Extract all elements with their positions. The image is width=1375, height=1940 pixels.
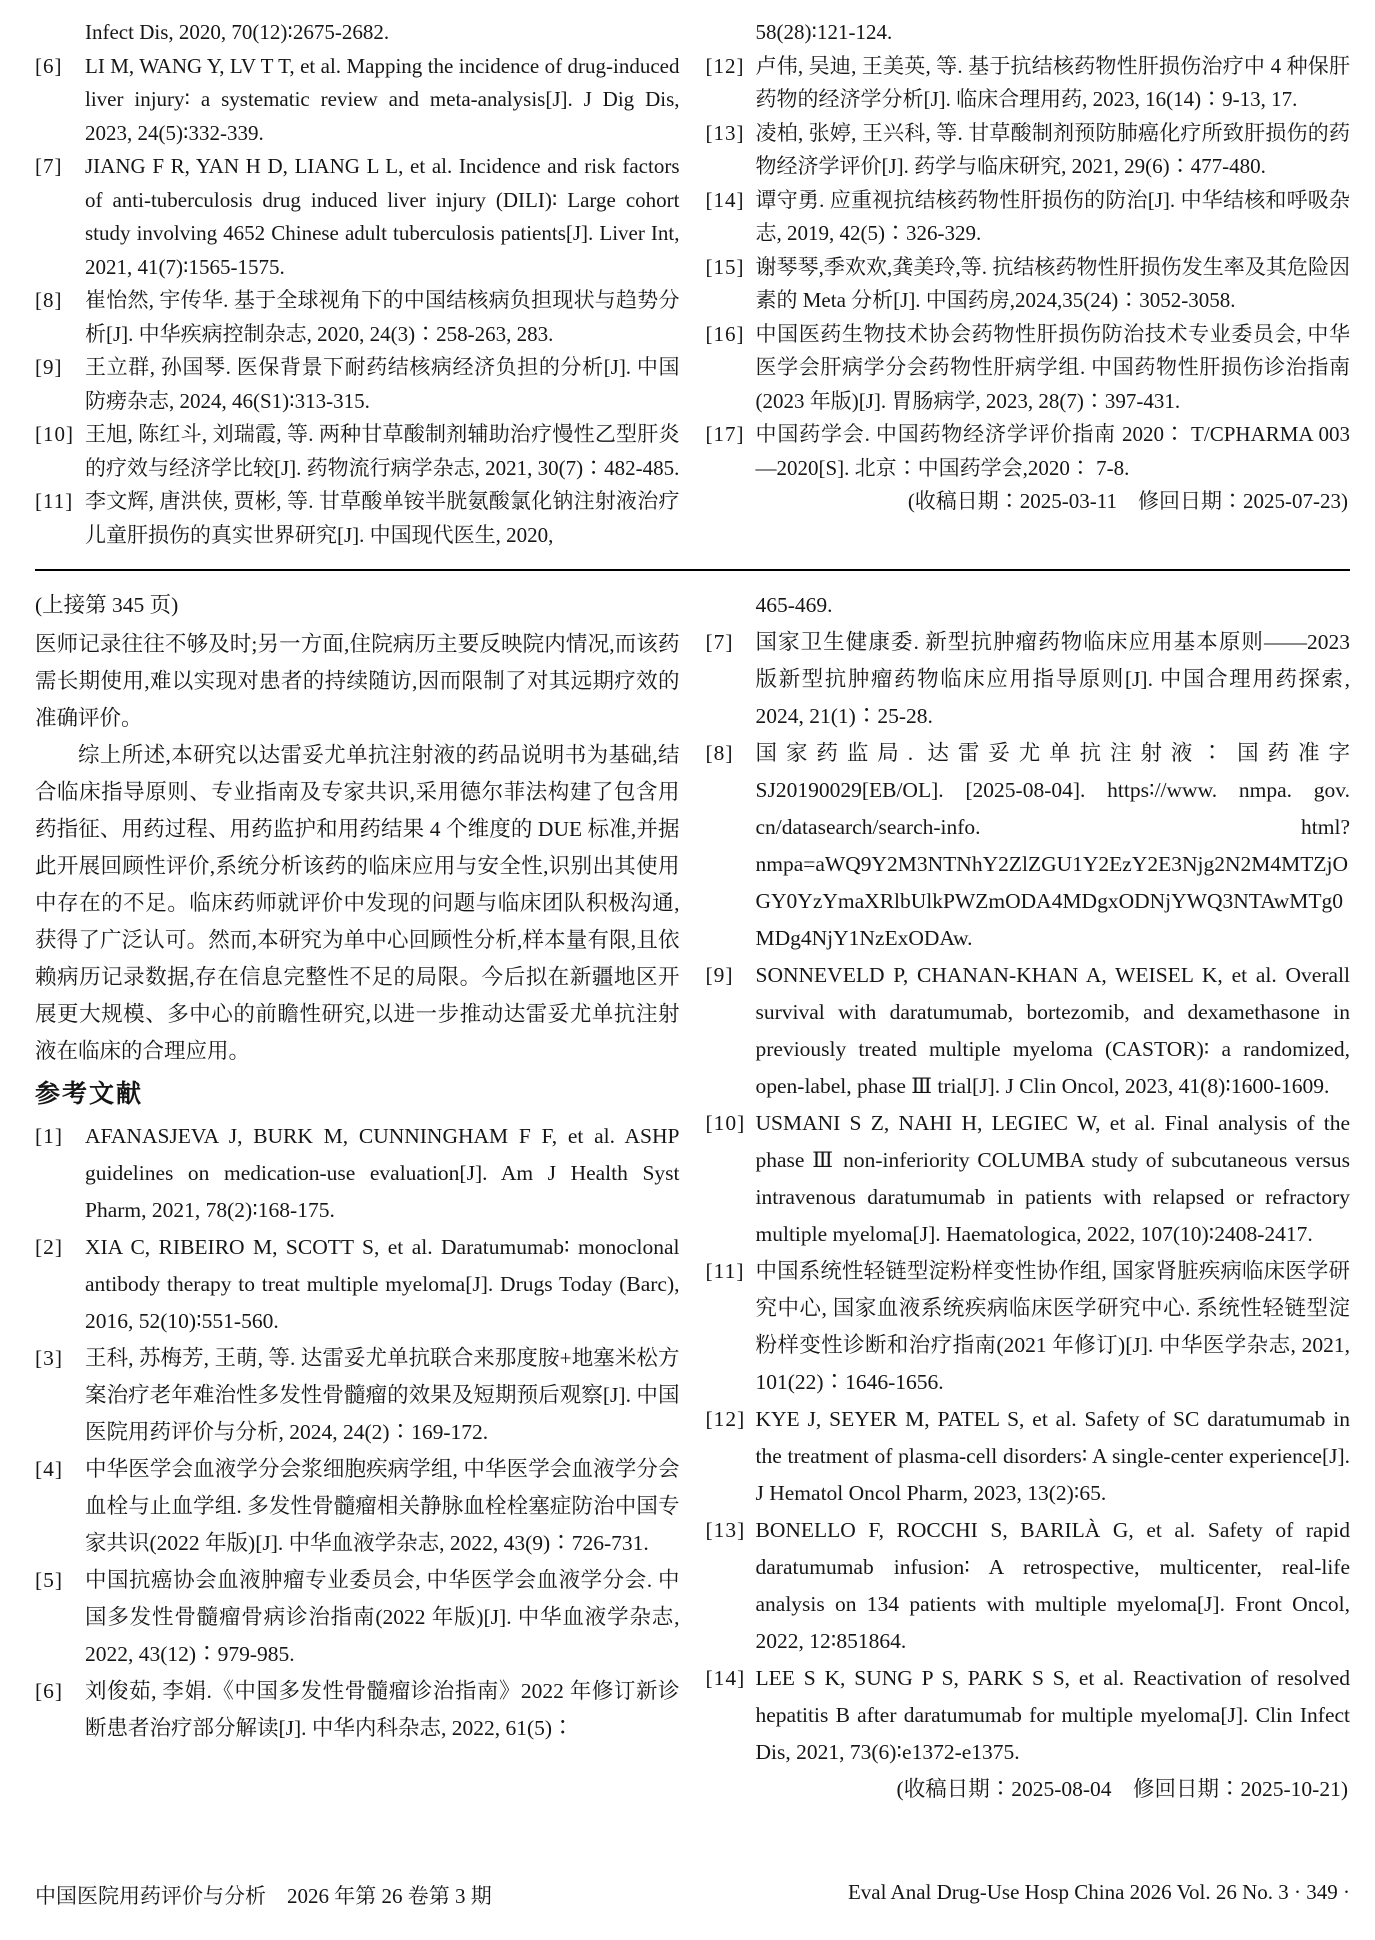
reference-entry — [706, 624, 1351, 735]
reference-entry — [706, 1401, 1351, 1512]
reference-list-top-left — [35, 16, 680, 552]
reference-text: LEE S K, SUNG P S, PARK S S, et al. Reactivation of resolved hepatitis B after daratumumab for multiple myeloma[J]. Clin Infect Dis, 2021, 73(6)∶e1372-e1375. — [755, 1666, 1350, 1764]
reference-text: 国家卫生健康委. 新型抗肿瘤药物临床应用基本原则——2023 版新型抗肿瘤药物临床应用指导原则[J]. 中国合理用药探索, 2024, 21(1)∶25-28. — [755, 630, 1350, 728]
reference-text: 王科, 苏梅芳, 王萌, 等. 达雷妥尤单抗联合来那度胺+地塞米松方案治疗老年难治性多发性骨髓瘤的效果及短期预后观察[J]. 中国医院用药评价与分析, 2024, 24(2)∶169-172. — [85, 1346, 680, 1444]
received-revised-dates: (收稿日期∶2025-03-11 修回日期∶2025-07-23) — [907, 489, 1348, 513]
reference-entry — [35, 1673, 680, 1747]
reference-number: [10] — [35, 422, 74, 446]
reference-text: 崔怡然, 宇传华. 基于全球视角下的中国结核病负担现状与趋势分析[J]. 中华疾病控制杂志, 2020, 24(3)∶258-263, 283. — [85, 288, 680, 346]
body-paragraph: 医师记录往往不够及时;另一方面,住院病历主要反映院内情况,而该药需长期使用,难以实现对患者的持续随访,因而限制了对其远期疗效的准确评价。 — [35, 632, 680, 730]
reference-text: SONNEVELD P, CHANAN-KHAN A, WEISEL K, et al. Overall survival with daratumumab, bortezomib, and dexamethasone in previously treated multiple myeloma (CASTOR)∶ a randomized, open-label, phase Ⅲ trial[J]. J Clin Oncol, 2023, 41(8)∶1600-1609. — [755, 963, 1350, 1098]
reference-text: 谭守勇. 应重视抗结核药物性肝损伤的防治[J]. 中华结核和呼吸杂志, 2019, 42(5)∶326-329. — [755, 187, 1350, 245]
reference-entry — [35, 50, 680, 151]
reference-number: [4] — [35, 1457, 64, 1481]
reference-text: 58(28)∶121-124. — [755, 20, 893, 44]
reference-text: JIANG F R, YAN H D, LIANG L L, et al. Incidence and risk factors of anti-tuberculosis drug induced liver injury (DILI)∶ Large cohort study involving 4652 Chinese adult tuberculosis patients[J]. Liver Int, 2021, 41(7)∶1565-1575. — [85, 154, 680, 279]
reference-text: 中国医药生物技术协会药物性肝损伤防治技术专业委员会, 中华医学会肝病学分会药物性肝病学组. 中国药物性肝损伤诊治指南(2023 年版)[J]. 胃肠病学, 2023, 28(7)∶397-431. — [755, 321, 1350, 413]
journal-title-cn: 中国医院用药评价与分析 2026 年第 26 卷第 3 期 — [35, 1884, 492, 1908]
continued-article-section — [35, 587, 1350, 1808]
reference-entry — [35, 418, 680, 485]
reference-text: 465-469. — [755, 593, 833, 617]
reference-entry — [706, 117, 1351, 184]
reference-number: [11] — [35, 489, 74, 513]
reference-entry — [706, 957, 1351, 1105]
reference-entry — [706, 1660, 1351, 1771]
reference-text: BONELLO F, ROCCHI S, BARILÀ G, et al. Safety of rapid daratumumab infusion∶ A retrospective, multicenter, real-life analysis on 134 patients with multiple myeloma[J]. Front Oncol, 2022, 12∶851864. — [755, 1518, 1350, 1653]
reference-number: [14] — [705, 187, 745, 212]
reference-list-bottom-left — [35, 1118, 680, 1747]
reference-number: [7] — [35, 154, 63, 178]
reference-number: [6] — [35, 1679, 64, 1703]
top-right-column — [706, 16, 1351, 552]
reference-entry — [706, 184, 1351, 251]
reference-entry — [35, 1229, 680, 1340]
reference-number: [12] — [705, 53, 745, 78]
reference-entry — [706, 735, 1351, 957]
reference-number: [8] — [35, 288, 63, 312]
reference-number: [13] — [705, 120, 745, 145]
reference-text: XIA C, RIBEIRO M, SCOTT S, et al. Daratumumab∶ monoclonal antibody therapy to treat multiple myeloma[J]. Drugs Today (Barc), 2016, 52(10)∶551-560. — [85, 1235, 680, 1333]
reference-entry — [706, 1253, 1351, 1401]
reference-number: [3] — [35, 1346, 64, 1370]
reference-text: USMANI S Z, NAHI H, LEGIEC W, et al. Final analysis of the phase Ⅲ non-inferiority COLUMBA study of subcutaneous versus intravenous daratumumab in patients with relapsed or refractory multiple myeloma[J]. Haematologica, 2022, 107(10)∶2408-2417. — [755, 1111, 1350, 1246]
reference-text: 刘俊茹, 李娟.《中国多发性骨髓瘤诊治指南》2022 年修订新诊断患者治疗部分解读[J]. 中华内科杂志, 2022, 61(5)∶ — [85, 1679, 680, 1740]
reference-number: [1] — [35, 1124, 64, 1148]
section-divider — [35, 569, 1350, 571]
body-paragraph: 综上所述,本研究以达雷妥尤单抗注射液的药品说明书为基础,结合临床指导原则、专业指南及专家共识,采用德尔菲法构建了包含用药指征、用药过程、用药监护和用药结果 4 个维度的 DUE 标准,并据此开展回顾性评价,系统分析该药的临床应用与安全性,识别出其使用中存在的不足。临床药师就评价中发现的问题与临床团队积极沟通,获得了广泛认可。然而,本研究为单中心回顾性分析,样本量有限,且依赖病历记录数据,存在信息完整性不足的局限。今后拟在新疆地区开展更大规模、多中心的前瞻性研究,以进一步推动达雷妥尤单抗注射液在临床的合理应用。 — [35, 743, 680, 1063]
reference-entry — [706, 1512, 1351, 1660]
reference-text: 凌柏, 张婷, 王兴科, 等. 甘草酸制剂预防肺癌化疗所致肝损伤的药物经济学评价[J]. 药学与临床研究, 2021, 29(6)∶477-480. — [755, 120, 1350, 178]
reference-entry — [35, 16, 680, 50]
reference-list-bottom-right — [706, 587, 1351, 1771]
reference-text: 中华医学会血液学分会浆细胞疾病学组, 中华医学会血液学分会血栓与止血学组. 多发性骨髓瘤相关静脉血栓栓塞症防治中国专家共识(2022 年版)[J]. 中华血液学杂志, 2022, 43(9)∶726-731. — [85, 1457, 680, 1555]
references-heading: 参考文献 — [35, 1080, 144, 1108]
reference-text: 中国药学会. 中国药物经济学评价指南 2020∶ T/CPHARMA 003—2020[S]. 北京∶中国药学会,2020∶ 7-8. — [755, 422, 1350, 480]
reference-number: [8] — [705, 741, 734, 765]
reference-number: [7] — [705, 630, 734, 654]
reference-entry — [706, 16, 1351, 50]
reference-text: 中国系统性轻链型淀粉样变性协作组, 国家肾脏疾病临床医学研究中心, 国家血液系统疾病临床医学研究中心. 系统性轻链型淀粉样变性诊断和治疗指南(2021 年修订)[J]. 中华医学杂志, 2021, 101(22)∶1646-1656. — [755, 1259, 1350, 1394]
reference-number: [14] — [705, 1666, 746, 1690]
reference-entry — [706, 50, 1351, 117]
reference-text: 李文辉, 唐洪侠, 贾彬, 等. 甘草酸单铵半胱氨酸氯化钠注射液治疗儿童肝损伤的真实世界研究[J]. 中国现代医生, 2020, — [85, 489, 680, 547]
reference-text: LI M, WANG Y, LV T T, et al. Mapping the incidence of drug-induced liver injury∶ a systematic review and meta-analysis[J]. J Dig Dis, 2023, 24(5)∶332-339. — [85, 53, 680, 145]
reference-text: KYE J, SEYER M, PATEL S, et al. Safety of SC daratumumab in the treatment of plasma-cell disorders∶ A single-center experience[J]. J Hematol Oncol Pharm, 2023, 13(2)∶65. — [755, 1407, 1350, 1505]
reference-text: 王立群, 孙国琴. 医保背景下耐药结核病经济负担的分析[J]. 中国防痨杂志, 2024, 46(S1)∶313-315. — [85, 355, 680, 413]
continued-from-note: (上接第 345 页) — [35, 593, 179, 617]
reference-text: 王旭, 陈红斗, 刘瑞霞, 等. 两种甘草酸制剂辅助治疗慢性乙型肝炎的疗效与经济学比较[J]. 药物流行病学杂志, 2021, 30(7)∶482-485. — [85, 422, 680, 480]
reference-entry — [706, 318, 1351, 419]
reference-text: 国家药监局. 达雷妥尤单抗注射液∶ 国药准字 SJ20190029[EB/OL]. [2025-08-04]. https∶//www. nmpa. gov. cn/datasearch/search-info. html? nmpa=aWQ9Y2M3NTNhY2ZlZGU1Y2EzY2E3Njg2N2M4MTZjOGY0YzYmaXRlbUlkPWZmODA4MDgxODNjYWQ3NTAwMTg0MDg4NjY1NzExODAw. — [755, 741, 1350, 950]
reference-text: 卢伟, 吴迪, 王美英, 等. 基于抗结核药物性肝损伤治疗中 4 种保肝药物的经济学分析[J]. 临床合理用药, 2023, 16(14)∶9-13, 17. — [755, 53, 1350, 111]
reference-number: [5] — [35, 1568, 64, 1592]
reference-number: [12] — [705, 1407, 746, 1431]
reference-entry — [35, 150, 680, 284]
page-footer — [35, 1880, 1350, 1910]
reference-text: 中国抗癌协会血液肿瘤专业委员会, 中华医学会血液学分会. 中国多发性骨髓瘤骨病诊治指南(2022 年版)[J]. 中华血液学杂志, 2022, 43(12)∶979-985. — [85, 1568, 680, 1666]
reference-entry — [706, 251, 1351, 318]
reference-entry — [706, 418, 1351, 485]
reference-number: [9] — [705, 963, 734, 987]
reference-entry — [706, 587, 1351, 624]
reference-number: [17] — [705, 422, 745, 446]
reference-entry — [706, 1105, 1351, 1253]
reference-number: [10] — [705, 1111, 746, 1135]
reference-number: [15] — [705, 254, 745, 279]
reference-text: 谢琴琴,季欢欢,龚美玲,等. 抗结核药物性肝损伤发生率及其危险因素的 Meta 分析[J]. 中国药房,2024,35(24)∶3052-3058. — [755, 254, 1350, 312]
reference-text: AFANASJEVA J, BURK M, CUNNINGHAM F F, et al. ASHP guidelines on medication-use evaluation[J]. Am J Health Syst Pharm, 2021, 78(2)∶168-175. — [85, 1124, 680, 1222]
top-left-column — [35, 16, 680, 552]
bottom-right-column — [706, 587, 1351, 1808]
received-revised-dates: (收稿日期∶2025-08-04 修回日期∶2025-10-21) — [896, 1777, 1348, 1801]
reference-text: Infect Dis, 2020, 70(12)∶2675-2682. — [85, 20, 390, 44]
reference-entry — [35, 1118, 680, 1229]
top-references-section — [35, 16, 1350, 552]
reference-entry — [35, 351, 680, 418]
reference-number: [9] — [35, 355, 63, 379]
reference-number: [11] — [705, 1259, 745, 1283]
reference-entry — [35, 1562, 680, 1673]
reference-entry — [35, 485, 680, 552]
reference-list-top-right — [706, 16, 1351, 485]
reference-number: [2] — [35, 1235, 64, 1259]
reference-number: [13] — [705, 1518, 746, 1542]
reference-entry — [35, 1340, 680, 1451]
reference-entry — [35, 284, 680, 351]
reference-entry — [35, 1451, 680, 1562]
reference-number: [6] — [35, 53, 63, 78]
reference-number: [16] — [705, 321, 745, 346]
bottom-left-column — [35, 587, 680, 1808]
journal-title-en-page-number: Eval Anal Drug-Use Hosp China 2026 Vol. 26 No. 3 · 349 · — [847, 1880, 1350, 1904]
